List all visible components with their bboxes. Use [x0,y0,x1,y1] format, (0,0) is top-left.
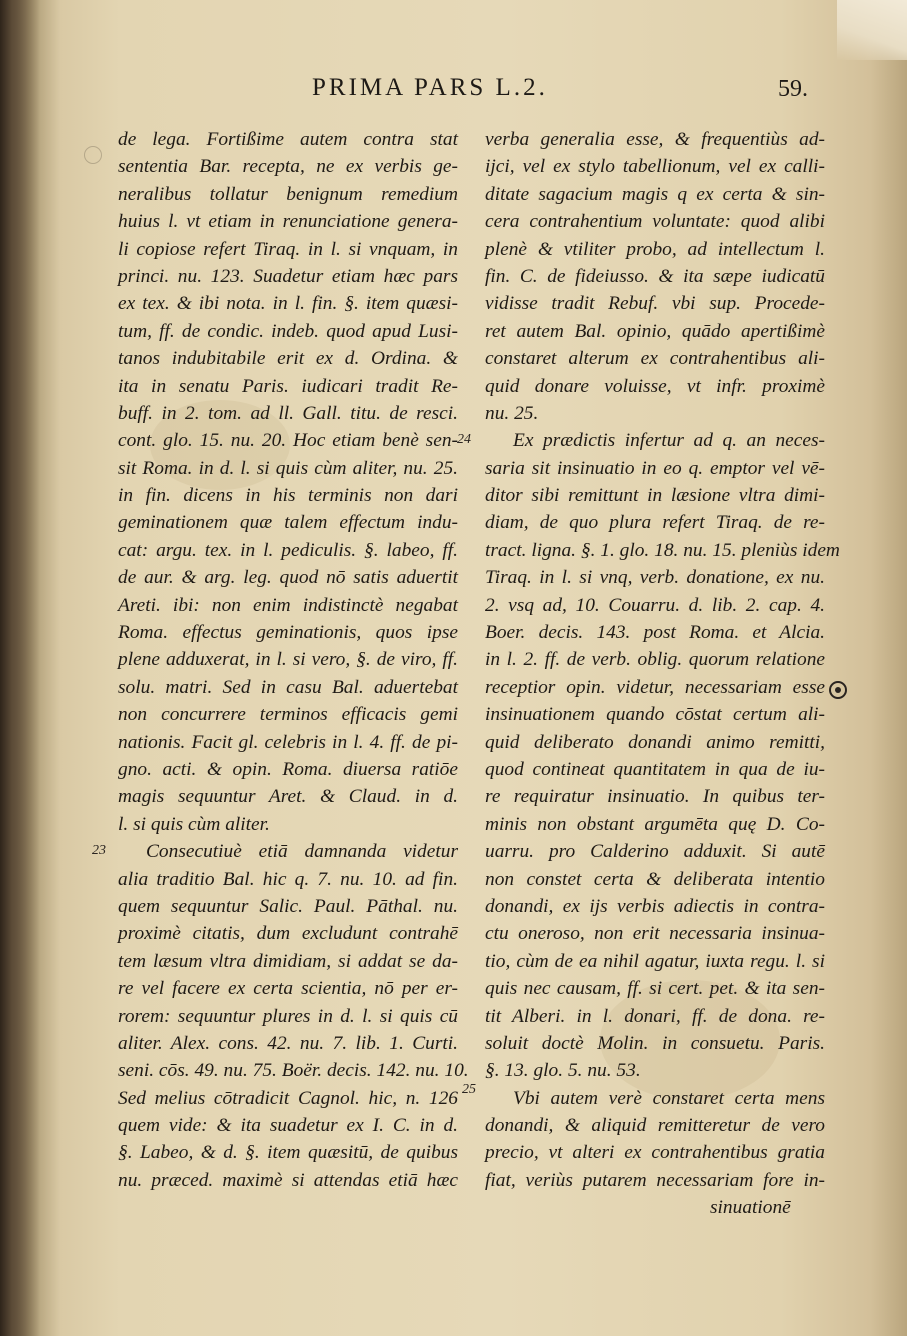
text-line: tio, cùm de ea nihil agatur, iuxta regu. l. si [485,950,825,972]
text-line: tanos indubitabile erit ex d. Ordina. & [118,348,458,370]
text-line: cont. glo. 15. nu. 20. Hoc etiam benè sen- [118,430,458,452]
text-line: in l. 2. ff. de verb. oblig. quorum relatione [485,649,825,671]
running-head: PRIMA PARS L.2. [312,74,548,101]
text-line: aliter. Alex. cons. 42. nu. 7. lib. 1. Curti. [118,1032,458,1054]
text-line: insinuationem quando cōstat certum ali- [485,704,825,726]
text-line: de lega. Fortißime autem contra stat [118,129,458,150]
text-line: ctu oneroso, non erit necessaria insinua- [485,923,825,945]
text-line: non constet certa & deliberata intentio [485,868,825,890]
text-line: quis nec causam, ff. si cert. pet. & ita sen- [485,978,825,1000]
right-column [485,126,840,1222]
text-line: ditor sibi remittunt in læsione vltra dimi- [485,485,825,507]
text-line: alia traditio Bal. hic q. 7. nu. 10. ad fin. [118,868,458,890]
text-line: saria sit insinuatio in eo q. emptor vel vē- [485,457,825,479]
text-line: §. 13. glo. 5. nu. 53. [485,1060,641,1082]
text-line: non concurrere terminos efficacis gemi [118,704,458,726]
text-line: diam, de quo plura refert Tiraq. de re- [485,512,825,534]
text-line: re vel facere ex certa scientia, nō per er- [118,978,458,1000]
text-line: sententia Bar. recepta, ne ex verbis ge- [118,156,458,178]
text-line: quem vide: & ita suadetur ex I. C. in d. [118,1115,458,1137]
text-line: Roma. effectus geminationis, quos ipse [118,622,458,644]
text-line: receptior opin. videtur, necessariam esse [485,676,825,698]
text-line: nu. præced. maximè si attendas etiā hæc [118,1169,458,1191]
paragraph-start-line: Ex prædictis infertur ad q. an neces- [513,430,825,452]
text-line: Tiraq. in l. si vnq, verb. donatione, ex nu. [485,567,825,589]
text-line: vidisse tradit Rebuf. vbi sup. Procede- [485,293,825,315]
text-line: §. Labeo, & d. §. item quæsitū, de quibus [118,1142,458,1164]
text-line: quid deliberato donandi animo remitti, [485,731,825,753]
text-line: soluit doctè Molin. in consuetu. Paris. [485,1032,825,1054]
page-gutter [0,0,40,1336]
text-line: nu. 25. [485,402,539,424]
text-line: cera contrahentium voluntate: quod alibi [485,211,825,233]
text-line: cat: argu. tex. in l. pediculis. §. labeo, ff. [118,539,458,561]
text-line: re requiratur insinuatio. In quibus ter- [485,786,825,808]
page-header [300,74,820,114]
text-line: fin. C. de fideiusso. & ita sæpe iudicatū [485,265,825,287]
text-line: verba generalia esse, & frequentiùs ad- [485,129,825,150]
text-line: buff. in 2. tom. ad ll. Gall. titu. de resci. [118,402,458,424]
text-line: quod contineat quantitatem in qua de iu- [485,758,825,780]
folio-number: 59. [778,76,808,102]
text-line: plene adduxerat, in l. si vero, §. de viro, ff. [118,649,458,671]
margin-number: 23 [92,843,106,858]
text-line: donandi, & aliquid remitteretur de vero [485,1115,825,1137]
text-line: tem læsum vltra dimidiam, si addat se da- [118,950,458,972]
text-line: Areti. ibi: non enim indistinctè negabat [118,594,458,616]
margin-number: 25 [462,1082,476,1097]
text-line: quid donare voluisse, vt infr. proximè [485,375,825,397]
text-line: ret autem Bal. opinio, quādo apertißimè [485,320,825,342]
text-line: tum, ff. de condic. indeb. quod apud Lusi- [118,320,458,342]
text-line: de aur. & arg. leg. quod nō satis aduertit [118,567,458,589]
text-line: gno. acti. & opin. Roma. diuersa ratiōe [118,758,458,780]
text-line: seni. cōs. 49. nu. 75. Boër. decis. 142. nu. 10. [118,1060,469,1082]
text-line: proximè citatis, dum excludunt contrahē [118,923,458,945]
text-line: 2. vsq ad, 10. Couarru. d. lib. 2. cap. 4. [485,594,825,616]
text-line: constaret alterum ex contrahentibus ali- [485,348,825,370]
text-line: Boer. decis. 143. post Roma. et Alcia. [485,622,825,644]
text-line: li copiose refert Tiraq. in l. si vnquam, in [118,238,458,260]
text-line: precio, vt alteri ex contrahentibus gratia [485,1142,825,1164]
text-line: princi. nu. 123. Suadetur etiam hæc pars [118,265,458,287]
text-line: plenè & vtiliter probo, ad intellectum l. [485,238,825,260]
text-line: tract. ligna. §. 1. glo. 18. nu. 15. pleniùs idem [485,539,840,561]
text-line: sit Roma. in d. l. si quis cùm aliter, nu. 25. [118,457,458,479]
faint-circle-mark [84,146,102,164]
text-line: in fin. dicens in his terminis non dari [118,485,458,507]
text-line: solu. matri. Sed in casu Bal. aduertebat [118,676,458,698]
text-line: neralibus tollatur benignum remedium [118,183,458,205]
text-line: sinuationē [710,1197,791,1219]
paragraph-start-line: Consecutiuè etiā damnanda videtur [146,841,458,863]
text-line: ijci, vel ex stylo tabellionum, vel ex calli- [485,156,825,178]
text-line: Sed melius cōtradicit Cagnol. hic, n. 126 [118,1087,458,1109]
paragraph-start-line: Vbi autem verè constaret certa mens [513,1087,825,1109]
text-line: magis sequuntur Aret. & Claud. in d. [118,786,458,808]
text-line: quem sequuntur Salic. Paul. Pāthal. nu. [118,895,458,917]
text-line: rorem: sequuntur plures in d. l. si quis cū [118,1005,458,1027]
text-line: geminationem quæ talem effectum indu- [118,512,458,534]
margin-number: 24 [457,432,471,447]
circle-dot-marginal-mark [829,681,847,699]
text-line: ex tex. & ibi nota. in l. fin. §. item quæsi- [118,293,458,315]
text-line: nationis. Facit gl. celebris in l. 4. ff. de pi- [118,731,458,753]
text-line: tit Alberi. in l. donari, ff. de dona. re- [485,1005,825,1027]
text-line: ditate sagacium magis q ex certa & sin- [485,183,825,205]
text-line: donandi, ex ijs verbis adiectis in contra- [485,895,825,917]
text-line: ita in senatu Paris. iudicari tradit Re- [118,375,458,397]
text-line: fiat, veriùs putarem necessariam fore in- [485,1169,825,1191]
torn-corner [837,0,907,60]
text-line: l. si quis cùm aliter. [118,813,270,835]
text-line: minis non obstant argumēta quę D. Co- [485,813,825,835]
text-line: huius l. vt etiam in renunciatione genera- [118,211,458,233]
text-line: uarru. pro Calderino adduxit. Si autē [485,841,825,863]
